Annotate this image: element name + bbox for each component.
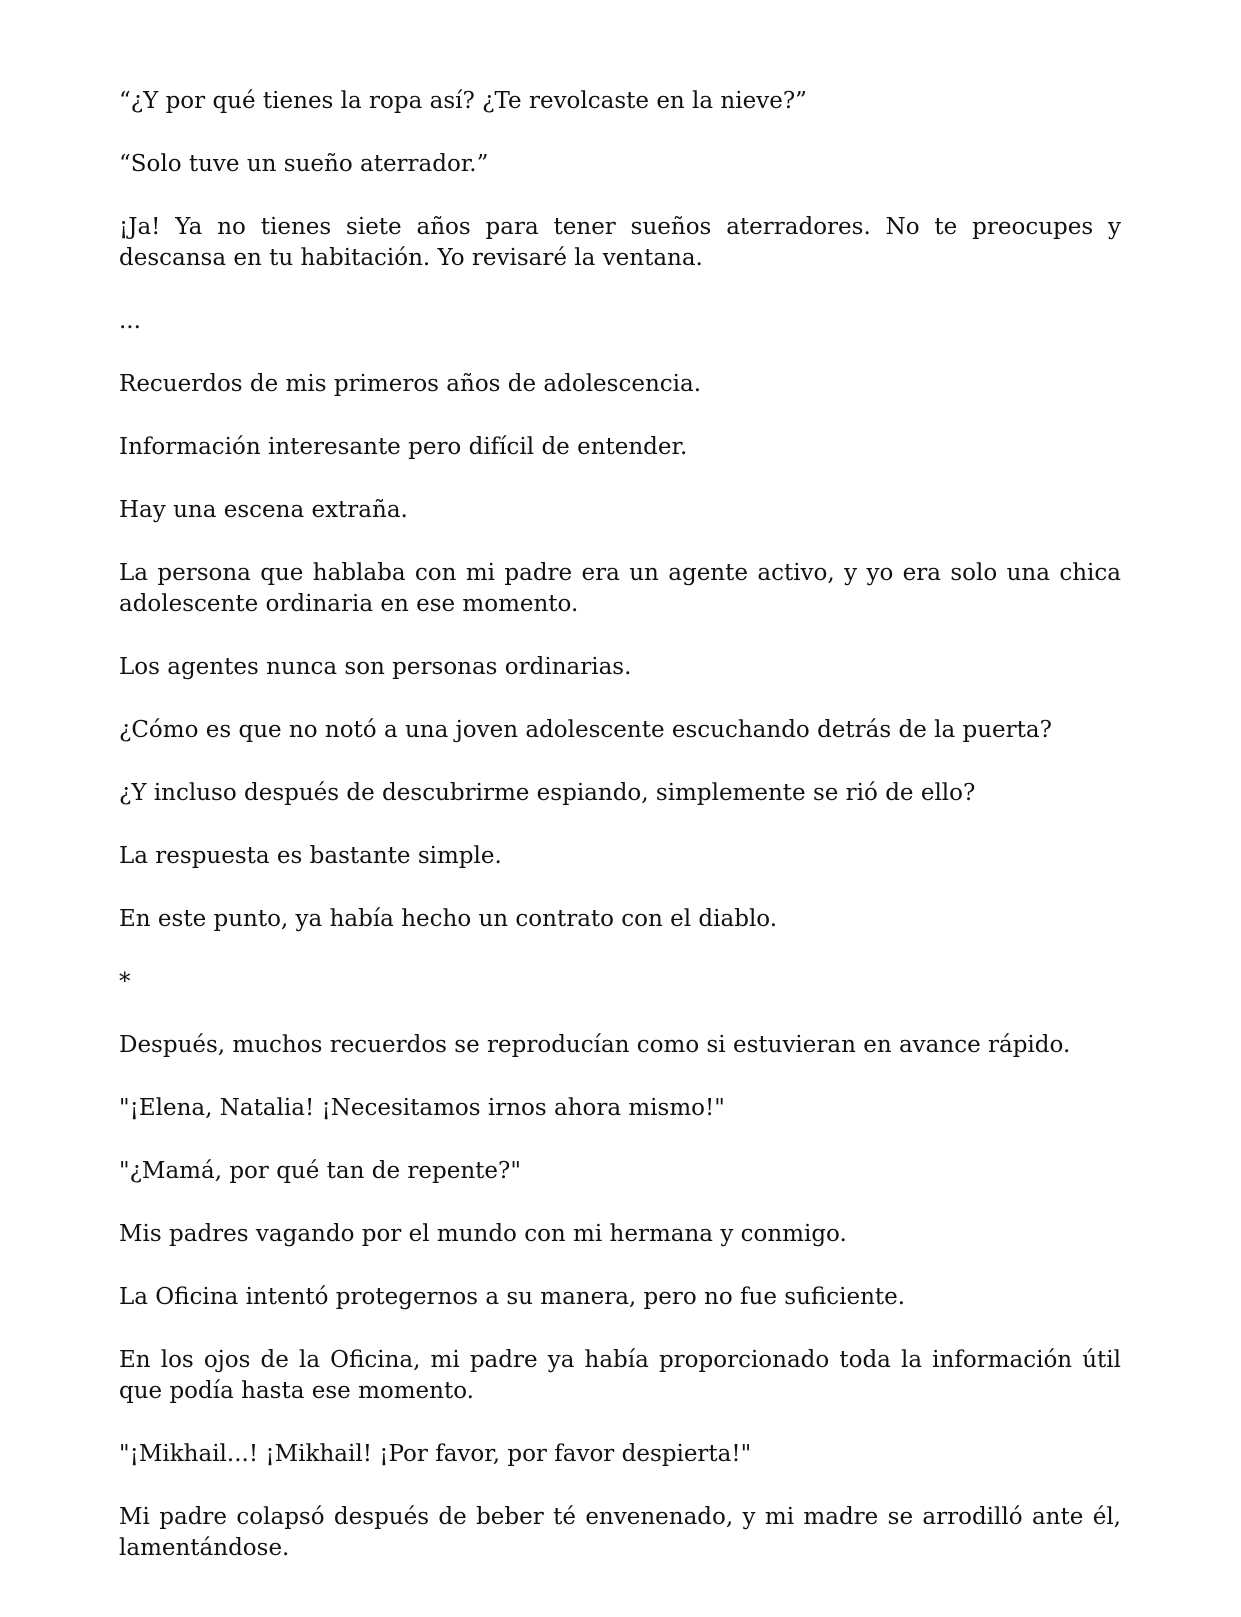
section-break: * <box>119 969 131 995</box>
paragraph: Mis padres vagando por el mundo con mi hermana y conmigo. <box>119 1221 847 1247</box>
paragraph: "¿Mamá, por qué tan de repente?" <box>119 1158 521 1184</box>
paragraph: “Solo tuve un sueño aterrador.” <box>119 151 489 177</box>
paragraph: Hay una escena extraña. <box>119 497 408 523</box>
paragraph: En los ojos de la Oficina, mi padre ya había proporcionado toda la información útil que podía hasta ese momento. <box>119 1347 1121 1404</box>
paragraph: La Oficina intentó protegernos a su manera, pero no fue suficiente. <box>119 1284 906 1310</box>
paragraph: "¡Mikhail...! ¡Mikhail! ¡Por favor, por favor despierta!" <box>119 1441 752 1467</box>
paragraph: Recuerdos de mis primeros años de adolescencia. <box>119 371 702 397</box>
paragraph: ¿Y incluso después de descubrirme espiando, simplemente se rió de ello? <box>119 780 976 806</box>
paragraph: Mi padre colapsó después de beber té envenenado, y mi madre se arrodilló ante él, lamentándose. <box>119 1504 1121 1561</box>
paragraph: La respuesta es bastante simple. <box>119 843 502 869</box>
paragraph: Los agentes nunca son personas ordinarias. <box>119 654 632 680</box>
paragraph: "¡Elena, Natalia! ¡Necesitamos irnos ahora mismo!" <box>119 1095 725 1121</box>
paragraph: Después, muchos recuerdos se reproducían como si estuvieran en avance rápido. <box>119 1032 1071 1058</box>
document-body <box>119 86 1121 1596</box>
paragraph: ¿Cómo es que no notó a una joven adolescente escuchando detrás de la puerta? <box>119 717 1052 743</box>
paragraph: En este punto, ya había hecho un contrato con el diablo. <box>119 906 778 932</box>
paragraph: ¡Ja! Ya no tienes siete años para tener sueños aterradores. No te preocupes y descansa en tu habitación. Yo revisaré la ventana. <box>119 214 1121 271</box>
paragraph: ... <box>119 308 141 334</box>
paragraph: La persona que hablaba con mi padre era un agente activo, y yo era solo una chica adolescente ordinaria en ese momento. <box>119 560 1121 617</box>
paragraph: “¿Y por qué tienes la ropa así? ¿Te revolcaste en la nieve?” <box>119 88 807 114</box>
paragraph: Información interesante pero difícil de entender. <box>119 434 688 460</box>
